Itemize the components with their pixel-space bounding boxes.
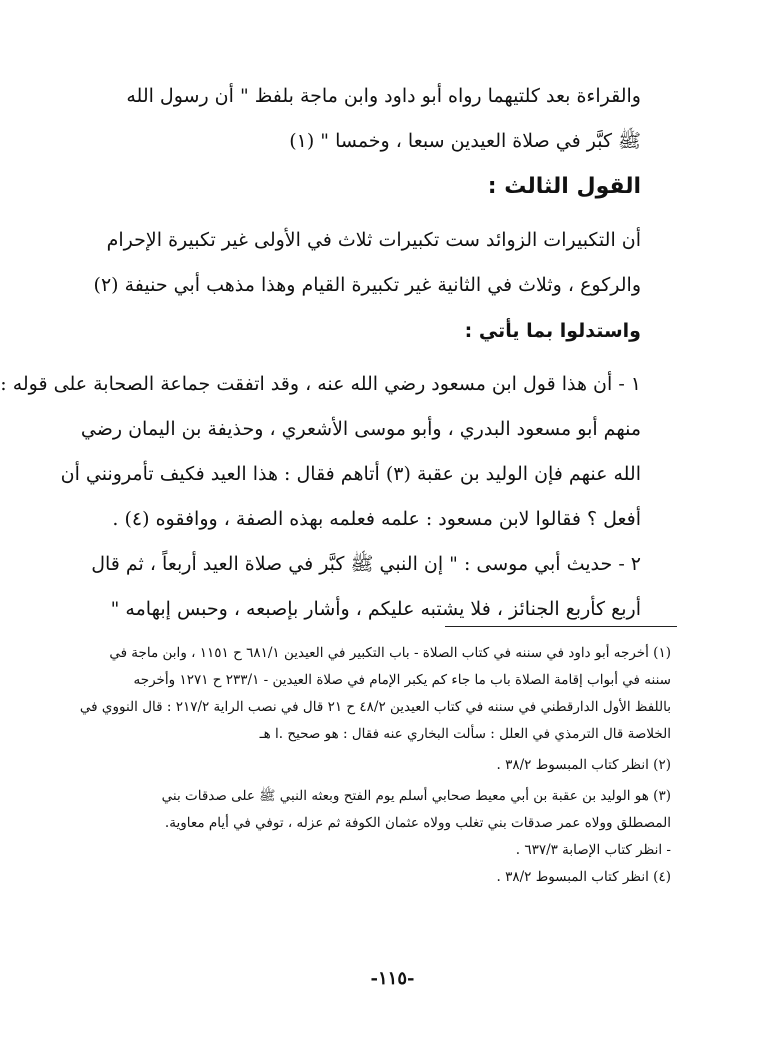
- text-line: ٢ - حديث أبي موسى : " إن النبي ﷺ كبَّر في صلاة العيد أربعاً ، ثم قال: [91, 553, 641, 575]
- footnote-line: المصطلق وولاه عمر صدقات بني تغلب وولاه عثمان الكوفة ثم عزله ، توفي في أيام معاوية.: [164, 815, 671, 831]
- footnotes: [79, 640, 671, 891]
- text-line: ﷺ كبَّر في صلاة العيدين سبعا ، وخمسا " (١): [289, 130, 641, 152]
- footnote-separator: [445, 626, 677, 627]
- text-line: أربع كأربع الجنائز ، فلا يشتبه عليكم ، وأشار بإصبعه ، وحبس إبهامه ": [110, 598, 641, 620]
- text-line: ١ - أن هذا قول ابن مسعود رضي الله عنه ، وقد اتفقت جماعة الصحابة على قوله :: [0, 373, 641, 395]
- section-heading-third-opinion: القول الثالث :: [487, 174, 641, 199]
- footnote-line: - انظر كتاب الإصابة ٦٣٧/٣ .: [515, 842, 671, 858]
- footnote-line: سننه في أبواب إقامة الصلاة باب ما جاء كم يكبر الإمام في صلاة العيدين - ٢٣٣/١ ح ١٢٧١ وأخرجه: [133, 672, 671, 688]
- text-line: الله عنهم فإن الوليد بن عقبة (٣) أتاهم فقال : هذا العيد فكيف تأمرونني أن: [60, 463, 641, 485]
- text-line: أن التكبيرات الزوائد ست تكبيرات ثلاث في الأولى غير تكبيرة الإحرام: [106, 229, 641, 251]
- footnote-line: (٤) انظر كتاب المبسوط ٣٨/٢ .: [496, 869, 671, 885]
- footnote-line: الخلاصة قال الترمذي في العلل : سألت البخاري عنه فقال : هو صحيح .ا هـ: [259, 726, 671, 742]
- text-line: أفعل ؟ فقالوا لابن مسعود : علمه فعلمه بهذه الصفة ، ووافقوه (٤) .: [112, 508, 641, 530]
- section-heading-evidence: واستدلوا بما يأتي :: [464, 320, 641, 342]
- text-line: والقراءة بعد كلتيهما رواه أبو داود وابن ماجة بلفظ " أن رسول الله: [126, 85, 641, 107]
- footnote-line: (٣) هو الوليد بن عقبة بن أبي معيط صحابي أسلم يوم الفتح وبعثه النبي ﷺ على صدقات بني: [161, 788, 671, 804]
- text-line: منهم أبو مسعود البدري ، وأبو موسى الأشعري ، وحذيفة بن اليمان رضي: [80, 418, 641, 440]
- page-number: -١١٥-: [370, 968, 415, 989]
- text-line: والركوع ، وثلاث في الثانية غير تكبيرة القيام وهذا مذهب أبي حنيفة (٢): [93, 274, 641, 296]
- footnote-line: باللفظ الأول الدارقطني في سننه في كتاب العيدين ٤٨/٢ ح ٢١ قال في نصب الراية ٢١٧/٢ : قال النووي في: [79, 699, 671, 715]
- footnote-line: (٢) انظر كتاب المبسوط ٣٨/٢ .: [496, 757, 671, 773]
- main-text: [0, 74, 641, 632]
- footnote-line: (١) أخرجه أبو داود في سننه في كتاب الصلاة - باب التكبير في العيدين ٦٨١/١ ح ١١٥١ ، وابن ماجة في: [109, 645, 671, 661]
